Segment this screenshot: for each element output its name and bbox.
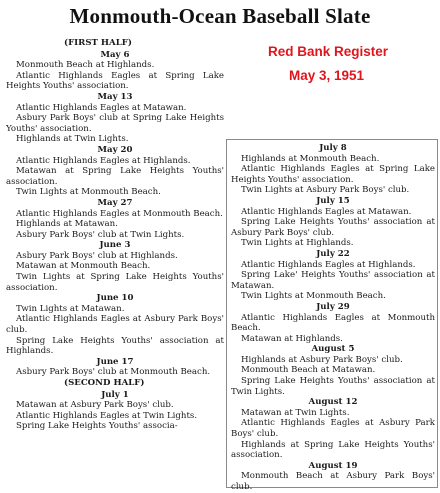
game-date: May 6 [100,49,130,60]
game-date: July 29 [316,301,350,312]
game-entry: Matawan at Spring Lake Heights Youths' association. [6,166,224,187]
game-entry: Atlantic Highlands Eagles at Monmouth Beach. [231,312,435,334]
game-entry: Asbury Park Boys' club at Twin Lights. [16,229,185,240]
game-date: August 12 [308,397,358,408]
game-date: August 19 [308,460,358,471]
article-headline: Monmouth-Ocean Baseball Slate [69,4,371,28]
game-entry: Atlantic Highlands Eagles at Twin Lights. [16,410,198,421]
game-date: August 5 [311,344,355,355]
game-entry: Monmouth Beach at Highlands. [16,60,155,71]
game-entry: Spring Lake Heights Youths' associa- [16,421,178,432]
game-entry: Twin Lights at Asbury Park Boys' club. [241,185,410,196]
game-date: July 1 [101,389,129,400]
game-entry: Twin Lights at Spring Lake Heights Youths' association. [6,272,224,293]
game-entry: Spring Lake Heights Youths' association at Twin Lights. [231,376,435,397]
game-entry: Asbury Park Boys' club at Monmouth Beach. [16,367,211,378]
game-entry: Highlands at Twin Lights. [16,134,129,145]
game-entry: Matawan at Monmouth Beach. [16,261,151,272]
source-stamp: Red Bank Register [268,44,389,59]
game-entry: Highlands at Spring Lake Heights Youths' association. [231,439,435,461]
game-entry: Twin Lights at Highlands. [241,238,354,249]
game-date: May 13 [97,91,133,102]
game-entry: Atlantic Highlands Eagles at Asbury Park Boys' club. [6,314,224,336]
game-entry: Highlands at Matawan. [16,219,118,230]
game-entry: Atlantic Highlands Eagles at Spring Lake Heights Youths' association. [231,164,435,185]
game-entry: Atlantic Highlands Eagles at Monmouth Beach. [16,208,223,219]
game-entry: Twin Lights at Matawan. [16,303,125,314]
game-date: May 20 [97,144,133,155]
game-date: June 10 [96,293,134,304]
game-entry: Atlantic Highlands Eagles at Highlands. [16,155,191,166]
game-entry: Twin Lights at Monmouth Beach. [16,187,161,198]
game-date: July 8 [319,143,347,153]
game-entry: Highlands at Asbury Park Boys' club. [241,354,403,365]
game-entry: Monmouth Beach at Matawan. [241,365,376,376]
section-heading: (SECOND HALF) [64,378,145,388]
game-entry: Spring Lake' Heights Youths' association at Matawan. [231,270,435,291]
schedule-column-right [226,139,438,492]
game-entry: Asbury Park Boys' club at Highlands. [16,250,178,261]
game-entry: Spring Lake Heights Youths' association at Asbury Park Boys' club. [231,217,435,238]
game-date: July 15 [316,195,350,206]
game-date: May 27 [97,197,133,208]
game-date: July 22 [316,248,350,259]
game-entry: Spring Lake Heights Youths' association at Highlands. [6,335,224,357]
game-entry: Twin Lights at Monmouth Beach. [241,291,386,302]
section-heading: (FIRST HALF) [64,38,132,48]
schedule-column-left [6,38,224,432]
game-entry: Atlantic Highlands Eagles at Asbury Park Boys' club. [231,418,435,440]
game-entry: Matawan at Twin Lights. [241,407,350,418]
game-entry: Highlands at Monmouth Beach. [241,153,380,164]
game-entry: Atlantic Highlands Eagles at Matawan. [16,102,187,113]
game-entry: Monmouth Beach at Asbury Park Boys' club. [231,471,435,492]
game-date: June 3 [99,240,131,251]
game-entry: Asbury Park Boys' club at Spring Lake Heights Youths' association. [6,113,224,134]
game-entry: Matawan at Highlands. [241,333,343,344]
date-stamp: May 3, 1951 [289,68,365,83]
game-entry: Atlantic Highlands Eagles at Spring Lake Heights Youths' association. [6,70,224,92]
game-date: June 17 [96,356,134,367]
game-entry: Atlantic Highlands Eagles at Matawan. [241,206,412,217]
game-entry: Matawan at Asbury Park Boys' club. [16,400,174,411]
game-entry: Atlantic Highlands Eagles at Highlands. [241,259,416,270]
